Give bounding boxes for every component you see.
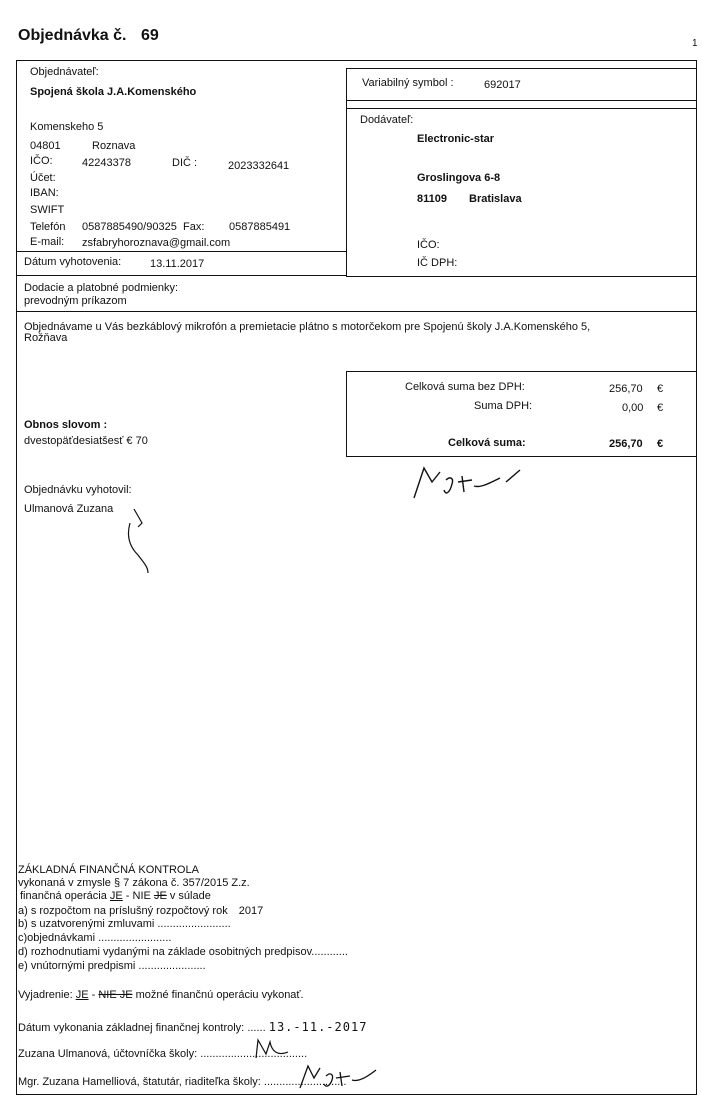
buyer-fax-label: Fax: bbox=[183, 221, 205, 233]
buyer-ico-label: IČO: bbox=[30, 155, 53, 167]
buyer-swift-label: SWIFT bbox=[30, 204, 65, 216]
total-value: 256,70 bbox=[609, 438, 643, 450]
control-opinion-b: možné finančnú operáciu vykonať. bbox=[132, 989, 304, 1001]
supplier-street: Groslingova 6-8 bbox=[417, 172, 501, 184]
description-line1: Objednávame u Vás bezkáblový mikrofón a premietacie plátno s motorčekom pre Spojenú školy J.A.Komenského 5, bbox=[24, 321, 591, 333]
date-label: Dátum vyhotovenia: bbox=[24, 256, 122, 268]
control-b: b) s uzatvorenými zmluvami ........................ bbox=[18, 918, 231, 930]
date-value: 13.11.2017 bbox=[150, 258, 205, 270]
vs-value: 692017 bbox=[484, 79, 521, 91]
control-opinion-je: JE bbox=[75, 989, 89, 1001]
frame-top-line bbox=[16, 60, 697, 61]
vs-box-top bbox=[346, 68, 697, 69]
currency-1: € bbox=[657, 383, 664, 395]
control-director: Mgr. Zuzana Hamelliová, štatutár, riaditeľka školy: ........................... bbox=[18, 1076, 347, 1088]
totals-box-bottom bbox=[346, 456, 697, 457]
supplier-name: Electronic-star bbox=[417, 133, 495, 145]
buyer-ico: 42243378 bbox=[82, 157, 131, 169]
supplier-ico-label: IČO: bbox=[417, 239, 440, 251]
buyer-email: zsfabryhoroznava@gmail.com bbox=[82, 237, 231, 249]
buyer-dic: 2023332641 bbox=[228, 160, 290, 172]
control-opinion-a: Vyjadrenie: bbox=[18, 989, 73, 1001]
control-date bbox=[18, 1020, 367, 1034]
prepared-name: Ulmanová Zuzana bbox=[24, 503, 114, 515]
control-line1: vykonaná v zmysle § 7 zákona č. 357/2015 Z.z. bbox=[18, 877, 250, 889]
prepared-label: Objednávku vyhotovil: bbox=[24, 484, 132, 496]
control-opinion bbox=[18, 989, 304, 1001]
control-line2-nie: NIE bbox=[132, 890, 151, 902]
description-line2: Rožňava bbox=[24, 332, 68, 344]
buyer-email-label: E-mail: bbox=[30, 236, 65, 248]
order-title-label: Objednávka č. bbox=[18, 27, 127, 44]
totals-box-left bbox=[346, 371, 347, 457]
buyer-label: Objednávateľ: bbox=[30, 66, 99, 78]
supplier-zip: 81109 bbox=[417, 193, 447, 205]
control-line2-dash: - bbox=[122, 890, 133, 902]
control-opinion-nie: NIE JE bbox=[98, 989, 133, 1001]
order-title bbox=[18, 27, 159, 45]
control-a bbox=[18, 905, 263, 917]
director-signature-bottom bbox=[296, 1060, 386, 1092]
vat-value: 0,00 bbox=[622, 402, 644, 414]
accountant-signature bbox=[120, 503, 160, 575]
supplier-box-top bbox=[346, 108, 697, 109]
vs-label: Variabilný symbol : bbox=[362, 77, 454, 89]
page-number: 1 bbox=[692, 38, 698, 49]
control-line2-je-struck: JE bbox=[153, 890, 167, 902]
buyer-telefon-label: Telefón bbox=[30, 221, 66, 233]
control-c: c)objednávkami ........................ bbox=[18, 932, 172, 944]
vat-label: Suma DPH: bbox=[474, 400, 533, 412]
buyer-dic-label: DIČ : bbox=[172, 157, 198, 169]
date-row-bottom bbox=[16, 275, 346, 276]
control-line2-je: JE bbox=[109, 890, 123, 902]
buyer-city: Roznava bbox=[92, 140, 136, 152]
supplier-label: Dodávateľ: bbox=[360, 114, 414, 126]
director-signature-top bbox=[410, 462, 535, 502]
buyer-zip: 04801 bbox=[30, 140, 61, 152]
control-line2-a: finančná operácia bbox=[20, 890, 107, 902]
control-heading: ZÁKLADNÁ FINANČNÁ KONTROLA bbox=[18, 864, 199, 876]
totals-box-top bbox=[346, 371, 697, 372]
terms-value: prevodným príkazom bbox=[24, 295, 127, 307]
order-number: 69 bbox=[140, 27, 159, 44]
terms-label: Dodacie a platobné podmienky: bbox=[24, 282, 179, 294]
buyer-name: Spojená škola J.A.Komenského bbox=[30, 86, 197, 98]
supplier-box-bottom bbox=[346, 276, 697, 277]
total-without-vat: 256,70 bbox=[609, 383, 643, 395]
supplier-city: Bratislava bbox=[469, 193, 522, 205]
buyer-street: Komenskeho 5 bbox=[30, 121, 104, 133]
frame-bottom-line bbox=[16, 1094, 697, 1095]
vs-box-bottom bbox=[346, 100, 697, 101]
control-accountant: Zuzana Ulmanová, účtovníčka školy: ................................... bbox=[18, 1048, 308, 1060]
words-label: Obnos slovom : bbox=[24, 419, 108, 431]
control-date-value: 13.-11.-2017 bbox=[268, 1020, 368, 1034]
frame-right-line bbox=[696, 60, 697, 1095]
terms-bottom-line bbox=[16, 311, 697, 312]
control-opinion-dash: - bbox=[88, 989, 99, 1001]
words-value: dvestopäťdesiatšesť € 70 bbox=[24, 435, 148, 447]
currency-2: € bbox=[657, 402, 664, 414]
total-without-vat-label: Celková suma bez DPH: bbox=[405, 381, 525, 393]
date-row-top bbox=[16, 251, 346, 252]
control-date-label: Dátum vykonania základnej finančnej kontroly: bbox=[18, 1022, 245, 1034]
accountant-signature-bottom bbox=[252, 1034, 292, 1062]
control-d: d) rozhodnutiami vydanými na základe osobitných predpisov............ bbox=[18, 946, 348, 958]
control-e: e) vnútornými predpismi ...................... bbox=[18, 960, 206, 972]
buyer-telefon: 0587885490/90325 bbox=[82, 221, 177, 233]
control-line2-b: v súlade bbox=[166, 890, 211, 902]
control-a-year: 2017 bbox=[238, 905, 264, 917]
buyer-iban-label: IBAN: bbox=[30, 187, 59, 199]
buyer-ucet-label: Účet: bbox=[30, 172, 56, 184]
total-label: Celková suma: bbox=[448, 437, 526, 449]
control-a-text: a) s rozpočtom na príslušný rozpočtový rok bbox=[18, 905, 228, 917]
control-line2 bbox=[20, 890, 211, 902]
currency-3: € bbox=[657, 438, 664, 450]
control-date-dots: ...... bbox=[247, 1022, 266, 1034]
frame-left-line bbox=[16, 60, 17, 1095]
supplier-icdph-label: IČ DPH: bbox=[417, 257, 458, 269]
buyer-fax: 0587885491 bbox=[229, 221, 291, 233]
